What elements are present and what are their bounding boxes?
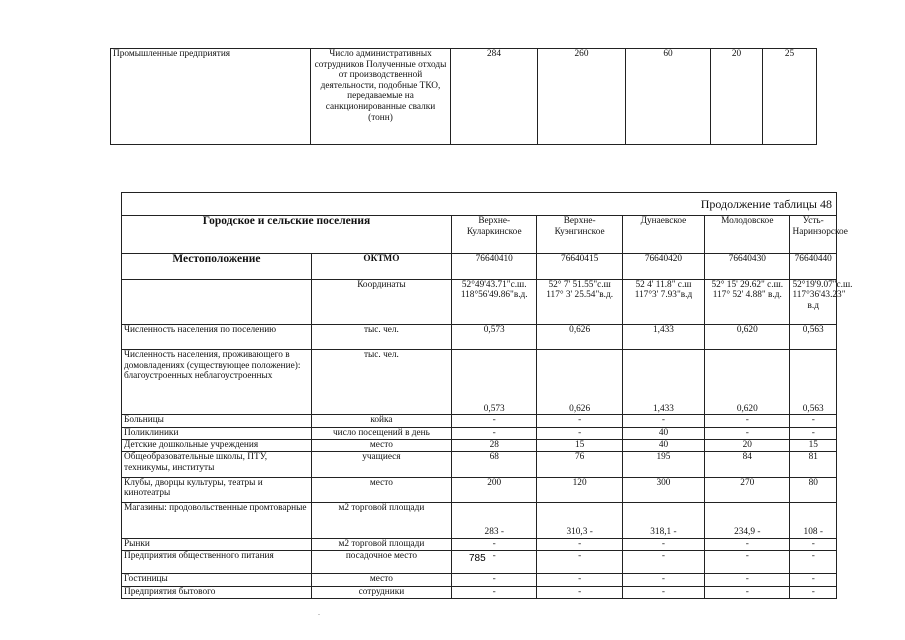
value-cell: 81	[790, 452, 837, 478]
row-unit: посадочное место	[311, 550, 451, 573]
value-cell: -	[790, 586, 837, 598]
row-description: Число административных сотрудников Полученные отходы от производственной деятельности, подобные ТКО, передаваемые на санкционированные свалки (тонн)	[311, 49, 451, 145]
value-cell: 25	[763, 49, 817, 145]
value-cell: 0,620	[705, 350, 790, 415]
row-label: Численность населения по поселению	[122, 324, 312, 350]
coordinates-value: 52°19'9.07"с.ш. 117°36'43.23" в.д	[790, 279, 837, 324]
value-cell: -	[622, 574, 704, 586]
value-cell: 84	[705, 452, 790, 478]
value-cell: 0,573	[452, 324, 537, 350]
row-unit: место	[311, 477, 451, 503]
coordinates-value: 52° 7' 51.55"с.ш 117° 3' 25.54"в.д.	[537, 279, 622, 324]
row-unit: место	[311, 439, 451, 451]
row-unit: число посещений в день	[311, 427, 451, 439]
value-cell: 108 -	[790, 503, 837, 539]
row-label: Клубы, дворцы культуры, театры и кинотеатры	[122, 477, 312, 503]
value-cell: 1,433	[622, 350, 704, 415]
coordinates-label: Координаты	[311, 279, 451, 324]
column-header: Верхне-Куларкинское	[452, 216, 537, 254]
scan-mark: .	[318, 608, 320, 617]
row-unit: тыс. чел.	[311, 350, 451, 415]
value-cell: -	[790, 415, 837, 427]
row-unit: м2 торговой площади	[311, 503, 451, 539]
oktmo-row	[122, 254, 837, 280]
row-label: Промышленные предприятия	[111, 49, 311, 145]
value-cell: -	[537, 538, 622, 550]
row-unit: сотрудники	[311, 586, 451, 598]
table-row	[122, 538, 837, 550]
value-cell: -	[622, 415, 704, 427]
table-row	[122, 427, 837, 439]
table-row	[122, 574, 837, 586]
value-cell: 0,620	[705, 324, 790, 350]
value-cell: 0,563	[790, 350, 837, 415]
value-cell: 234,9 -	[705, 503, 790, 539]
coordinates-value: 52 4' 11.8" с.ш 117°3' 7.93"в.д	[622, 279, 704, 324]
value-cell: -	[452, 586, 537, 598]
value-cell: -	[790, 550, 837, 573]
value-cell: 284	[451, 49, 538, 145]
table-row	[122, 452, 837, 478]
value-cell: -	[705, 574, 790, 586]
value-cell: -	[537, 427, 622, 439]
value-cell: 28	[452, 439, 537, 451]
value-cell: 15	[537, 439, 622, 451]
value-cell: 0,573	[452, 350, 537, 415]
value-cell: 260	[538, 49, 626, 145]
row-label: Численность населения, проживающего в домовладениях (существующее положение): благоустроенных неблагоустроенных	[122, 350, 312, 415]
value-cell: 270	[705, 477, 790, 503]
row-unit: учащиеся	[311, 452, 451, 478]
coordinates-value: 52°49'43.71"с.ш. 118°56'49.86"в.д.	[452, 279, 537, 324]
value-cell: -	[705, 538, 790, 550]
value-cell: -	[452, 574, 537, 586]
value-cell: -	[705, 586, 790, 598]
value-cell: -	[790, 538, 837, 550]
value-cell: 15	[790, 439, 837, 451]
settlements-table	[121, 192, 853, 599]
column-header: Дунаевское	[622, 216, 704, 254]
value-cell: 120	[537, 477, 622, 503]
header-row	[122, 216, 837, 254]
value-cell: -	[622, 550, 704, 573]
table-row	[111, 49, 817, 145]
value-cell: 0,626	[537, 324, 622, 350]
location-label: Местоположение	[122, 254, 312, 280]
value-cell: -	[622, 538, 704, 550]
oktmo-value: 76640415	[537, 254, 622, 280]
value-cell: -	[790, 427, 837, 439]
industrial-enterprises-table	[110, 48, 817, 145]
value-cell: 318,1 -	[622, 503, 704, 539]
table-row	[122, 324, 837, 350]
value-cell: 20	[711, 49, 763, 145]
value-cell: -	[452, 550, 537, 573]
value-cell: -	[705, 550, 790, 573]
caption-row	[122, 193, 837, 216]
value-cell: 0,563	[790, 324, 837, 350]
value-cell: -	[537, 574, 622, 586]
table-row	[122, 503, 837, 539]
row-label: Гостиницы	[122, 574, 312, 586]
oktmo-value: 76640440	[790, 254, 837, 280]
column-header: Усть-Наринзорское	[790, 216, 837, 254]
value-cell: 60	[626, 49, 711, 145]
empty-cell	[122, 279, 312, 324]
value-cell: -	[452, 427, 537, 439]
value-cell: 283 -	[452, 503, 537, 539]
value-cell: -	[537, 550, 622, 573]
row-label: Поликлиники	[122, 427, 312, 439]
row-label: Предприятия общественного питания	[122, 550, 312, 573]
value-cell: 195	[622, 452, 704, 478]
table-row	[122, 350, 837, 415]
row-label: Детские дошкольные учреждения	[122, 439, 312, 451]
row-unit: койка	[311, 415, 451, 427]
row-label: Магазины: продовольственные промтоварные	[122, 503, 312, 539]
oktmo-value: 76640430	[705, 254, 790, 280]
table-header-title: Городское и сельские поселения	[122, 216, 452, 254]
column-header: Молодовское	[705, 216, 790, 254]
value-cell: 310,3 -	[537, 503, 622, 539]
value-cell: 200	[452, 477, 537, 503]
value-cell: 1,433	[622, 324, 704, 350]
value-cell: 0,626	[537, 350, 622, 415]
value-cell: -	[537, 415, 622, 427]
value-cell: 68	[452, 452, 537, 478]
row-unit: тыс. чел.	[311, 324, 451, 350]
value-cell: -	[452, 415, 537, 427]
value-cell: 40	[622, 427, 704, 439]
row-unit: м2 торговой площади	[311, 538, 451, 550]
value-cell: 76	[537, 452, 622, 478]
row-label: Предприятия бытового	[122, 586, 312, 598]
oktmo-label: ОКТМО	[311, 254, 451, 280]
coordinates-value: 52° 15' 29.62" с.ш. 117° 52' 4.88" в.д.	[705, 279, 790, 324]
row-unit: место	[311, 574, 451, 586]
value-cell: 40	[622, 439, 704, 451]
coordinates-row	[122, 279, 837, 324]
table-caption: Продолжение таблицы 48	[122, 193, 837, 216]
value-cell: 300	[622, 477, 704, 503]
oktmo-value: 76640420	[622, 254, 704, 280]
value-cell: -	[452, 538, 537, 550]
table-row	[122, 477, 837, 503]
table-row	[122, 415, 837, 427]
value-cell: -	[537, 586, 622, 598]
value-cell: -	[622, 586, 704, 598]
table-row	[122, 586, 837, 598]
value-cell: 20	[705, 439, 790, 451]
column-header: Верхне-Куэнгинское	[537, 216, 622, 254]
table-row	[122, 439, 837, 451]
row-label: Больницы	[122, 415, 312, 427]
page-number: 785	[469, 553, 486, 564]
row-label: Общеобразовательные школы, ПТУ, техникумы, институты	[122, 452, 312, 478]
value-cell: -	[705, 427, 790, 439]
value-cell: -	[790, 574, 837, 586]
row-label: Рынки	[122, 538, 312, 550]
oktmo-value: 76640410	[452, 254, 537, 280]
value-cell: -	[705, 415, 790, 427]
value-cell: 80	[790, 477, 837, 503]
